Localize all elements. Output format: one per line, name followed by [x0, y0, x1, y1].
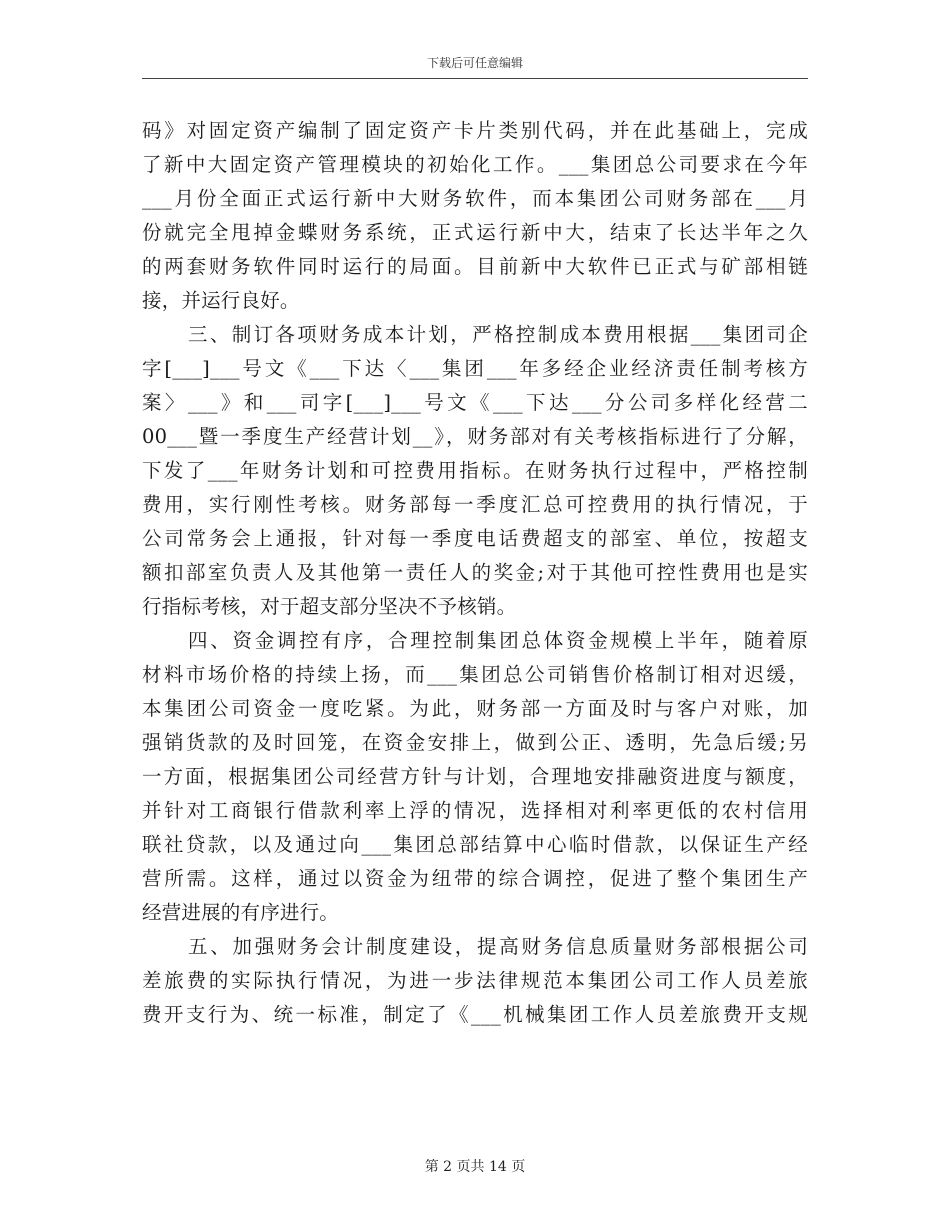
document-body: [142, 114, 808, 1032]
paragraph-line: 份就完全甩掉金蝶财务系统，正式运行新中大，结束了长达半年之久: [142, 221, 808, 244]
paragraph-line: 材料市场价格的持续上扬，而___集团总公司销售价格制订相对迟缓，: [142, 663, 808, 686]
paragraph-line: 四、资金调控有序，合理控制集团总体资金规模上半年，随着原: [188, 629, 808, 652]
paragraph-line: 码》对固定资产编制了固定资产卡片类别代码，并在此基础上，完成: [142, 119, 808, 142]
page-number: 第 2 页共 14 页: [424, 1159, 526, 1175]
page-header: 下载后可任意编辑: [426, 56, 523, 70]
paragraph-line: 费用，实行刚性考核。财务部每一季度汇总可控费用的执行情况，于: [142, 493, 808, 516]
paragraph-line: 五、加强财务会计制度建设，提高财务信息质量财务部根据公司: [188, 935, 808, 958]
paragraph-line: 接，并运行良好。: [142, 289, 300, 312]
paragraph-line: 经营进展的有序进行。: [142, 901, 340, 924]
paragraph-line: 强销货款的及时回笼，在资金安排上，做到公正、透明，先急后缓;另: [142, 731, 808, 754]
paragraph-line: 联社贷款，以及通过向___集团总部结算中心临时借款，以保证生产经: [142, 833, 808, 856]
paragraph-line: 本集团公司资金一度吃紧。为此，财务部一方面及时与客户对账，加: [142, 697, 808, 720]
paragraph-line: 字[___]___号文《___下达〈___集团___年多经企业经济责任制考核方: [142, 357, 808, 380]
paragraph-line: 的两套财务软件同时运行的局面。目前新中大软件已正式与矿部相链: [142, 255, 808, 278]
paragraph-line: 费开支行为、统一标准，制定了《___机械集团工作人员差旅费开支规: [142, 1003, 808, 1026]
paragraph-line: 下发了___年财务计划和可控费用指标。在财务执行过程中，严格控制: [142, 459, 808, 482]
paragraph-line: 额扣部室负责人及其他第一责任人的奖金;对于其他可控性费用也是实: [142, 561, 808, 584]
header-divider: [142, 78, 808, 79]
paragraph-line: 营所需。这样，通过以资金为纽带的综合调控，促进了整个集团生产: [142, 867, 808, 890]
paragraph-line: 三、制订各项财务成本计划，严格控制成本费用根据___集团司企: [188, 323, 808, 346]
paragraph-line: 并针对工商银行借款利率上浮的情况，选择相对利率更低的农村信用: [142, 799, 808, 822]
paragraph-line: ___月份全面正式运行新中大财务软件，而本集团公司财务部在___月: [142, 187, 808, 210]
paragraph-line: 公司常务会上通报，针对每一季度电话费超支的部室、单位，按超支: [142, 527, 808, 550]
paragraph-line: 00___暨一季度生产经营计划__》，财务部对有关考核指标进行了分解，: [142, 425, 808, 448]
paragraph-line: 一方面，根据集团公司经营方针与计划，合理地安排融资进度与额度，: [142, 765, 808, 788]
paragraph-line: 了新中大固定资产管理模块的初始化工作。___集团总公司要求在今年: [142, 153, 808, 176]
paragraph-line: 案〉___》和___司字[___]___号文《___下达___分公司多样化经营二: [142, 391, 808, 414]
paragraph-line: 差旅费的实际执行情况，为进一步法律规范本集团公司工作人员差旅: [142, 969, 808, 992]
paragraph-line: 行指标考核，对于超支部分坚决不予核销。: [142, 595, 517, 618]
